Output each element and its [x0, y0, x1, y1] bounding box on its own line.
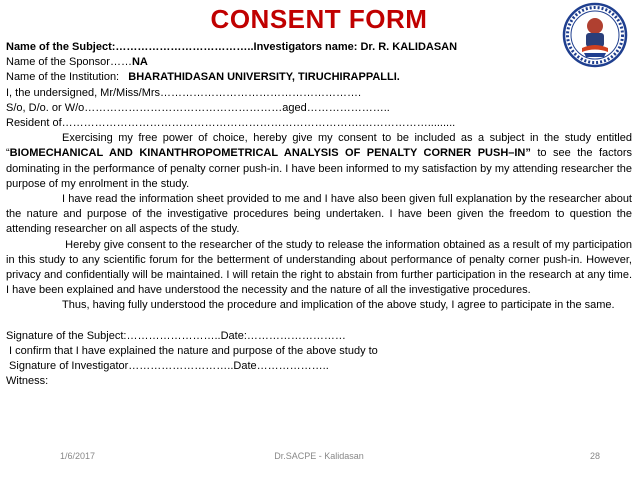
paragraph-release-text: Hereby give consent to the researcher of the study to release the information obtained as a result of my participation in this study to any scientific forum for the betterment of understanding about performance of penalty corner push-in. However, privacy and confidentially will be maintained. I will retain the right to abstain from further participation in the research at any time. I have been explained and have understood the necessity and the nature of all the investigative procedures.: [6, 238, 632, 297]
investigator-signature-line: Signature of Investigator………………………..Date………………..: [6, 360, 329, 373]
paragraph-release: [6, 238, 632, 299]
study-title: BIOMECHANICAL AND KINANTHROPOMETRICAL ANALYSIS OF PENALTY CORNER PUSH–IN”: [9, 147, 531, 160]
relation-age-line: S/o, D/o. or W/o………………………………………………aged…………………..: [6, 101, 390, 114]
sponsor-label: Name of the Sponsor……: [6, 56, 132, 69]
paragraph-consent-start: Exercising my free power of choice, hereby give my consent to be included as a subject in the study entitled “: [6, 132, 632, 160]
institution-label: Name of the Institution:: [6, 71, 129, 84]
confirmation-line: I confirm that I have explained the nature and purpose of the above study to: [6, 344, 378, 357]
resident-line: Resident of……………………………………………………………………….……………….........: [6, 117, 456, 130]
institution-value: BHARATHIDASAN UNIVERSITY, TIRUCHIRAPPALLI.: [128, 71, 400, 84]
paragraph-consent-end: to see the factors dominating in the performance of penalty corner push-in. I have been informed to my satisfaction by my attending researcher the purpose of my enrolment in the study.: [6, 147, 633, 190]
sponsor-value: NA: [131, 56, 148, 69]
paragraph-information-text: I have read the information sheet provided to me and I have also been given full explanation by the researcher about the nature and purpose of the investigative procedures being undertaken. I have been given the freedom to question the attending researcher on all aspects of the study.: [6, 193, 632, 236]
paragraph-agreement: [6, 298, 632, 313]
undersigned-line: I, the undersigned, Mr/Miss/Mrs……………………………………………….: [6, 86, 362, 99]
consent-body: [6, 40, 632, 389]
paragraph-consent: [6, 131, 632, 192]
paragraph-information: [6, 192, 632, 238]
footer-author: Dr.SACPE - Kalidasan: [274, 451, 364, 461]
sponsor-line: [6, 55, 632, 70]
page-title: CONSENT FORM: [210, 4, 428, 34]
paragraph-agreement-text: Thus, having fully understood the procedure and implication of the above study, I agree to participate in the same.: [62, 299, 615, 312]
footer-page-number: 28: [590, 451, 601, 461]
witness-line: Witness:: [6, 375, 49, 388]
subject-investigator-line: Name of the Subject:………………………………..Investigators name: Dr. R. KALIDASAN: [6, 41, 458, 53]
subject-signature-line: Signature of the Subject:……………………..Date:………………………: [6, 329, 346, 342]
footer-date: 1/6/2017: [60, 451, 96, 461]
institution-line: [6, 70, 632, 85]
